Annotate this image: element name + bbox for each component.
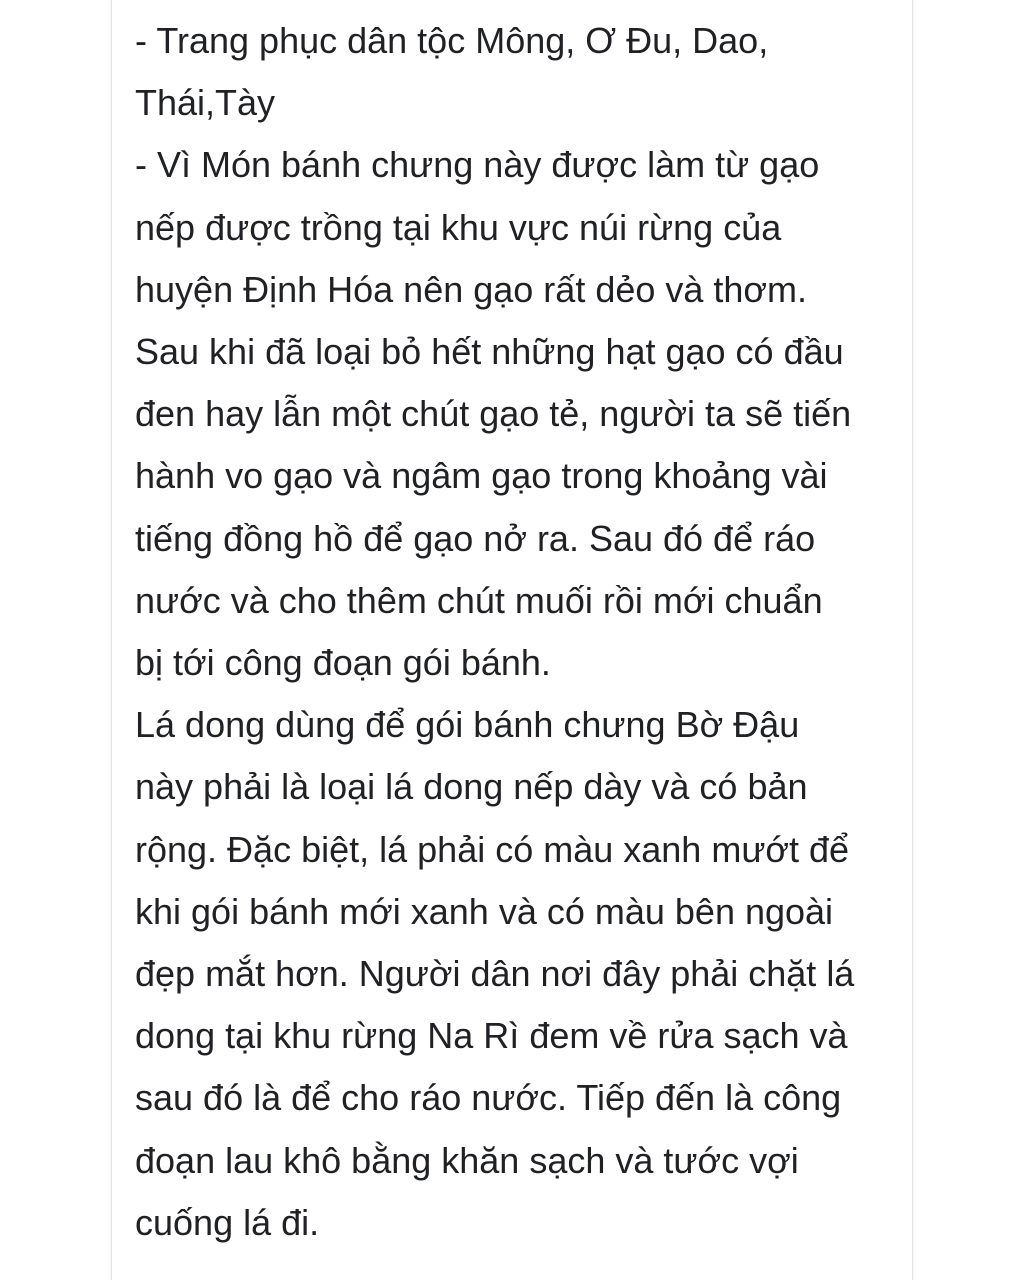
text-line: sau đó là để cho ráo nước. Tiếp đến là công [135,1077,842,1119]
document-text [135,10,905,1254]
text-line: Thái,Tày [135,82,276,124]
text-line: nếp được trồng tại khu vực núi rừng của [135,206,782,248]
text-line: tiếng đồng hồ để gạo nở ra. Sau đó để ráo [135,517,816,559]
text-line: hành vo gạo và ngâm gạo trong khoảng vài [135,455,828,497]
text-line: - Vì Món bánh chưng này được làm từ gạo [135,144,820,186]
text-line: Lá dong dùng để gói bánh chưng Bờ Đậu [135,704,800,746]
text-line: đoạn lau khô bằng khăn sạch và tước vợi [135,1139,799,1181]
text-line: dong tại khu rừng Na Rì đem về rửa sạch và [135,1015,848,1057]
text-line: đẹp mắt hơn. Người dân nơi đây phải chặt lá [135,953,855,995]
text-line: này phải là loại lá dong nếp dày và có bản [135,766,808,808]
text-line: rộng. Đặc biệt, lá phải có màu xanh mướt để [135,828,850,870]
text-line: đen hay lẫn một chút gạo tẻ, người ta sẽ tiến [135,393,852,435]
text-line: Sau khi đã loại bỏ hết những hạt gạo có đầu [135,331,844,373]
text-line: bị tới công đoạn gói bánh. [135,642,551,684]
text-line: - Trang phục dân tộc Mông, Ơ Đu, Dao, [135,20,769,61]
text-line: khi gói bánh mới xanh và có màu bên ngoài [135,890,834,932]
text-line: nước và cho thêm chút muối rồi mới chuẩn [135,579,823,621]
text-line: cuống lá đi. [135,1201,320,1243]
text-line: huyện Định Hóa nên gạo rất dẻo và thơm. [135,268,808,310]
